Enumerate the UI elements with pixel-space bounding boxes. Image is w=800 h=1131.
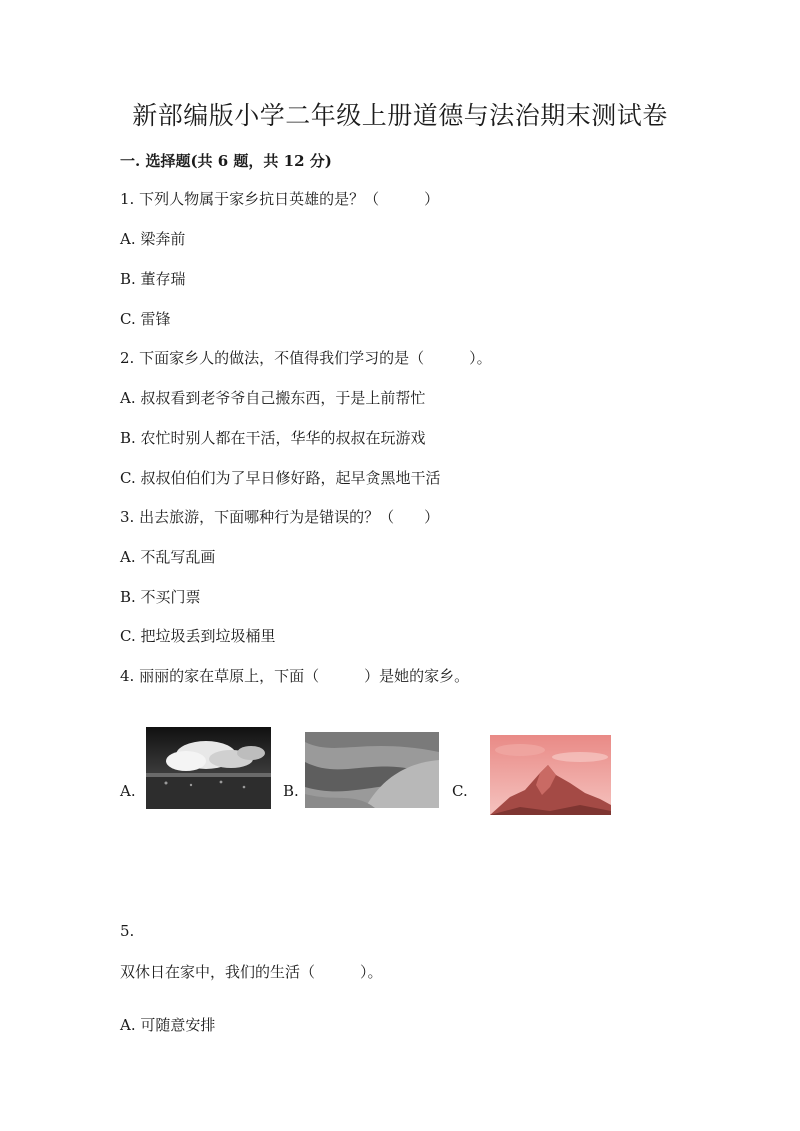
q2-option-a: A. 叔叔看到老爷爷自己搬东西，于是上前帮忙: [120, 389, 426, 407]
q1-option-c: C. 雷锋: [120, 310, 171, 328]
question-1: 1. 下列人物属于家乡抗日英雄的是？（ ）: [120, 190, 440, 208]
page-title: 新部编版小学二年级上册道德与法治期末测试卷: [132, 101, 668, 130]
q5-option-a: A. 可随意安排: [120, 1016, 216, 1034]
q3-option-b: B. 不买门票: [120, 588, 201, 606]
question-5-number: 5.: [120, 922, 135, 940]
q4-image-label-b: B.: [283, 782, 299, 800]
question-3: 3. 出去旅游，下面哪种行为是错误的？（ ）: [120, 508, 440, 526]
q2-option-b: B. 农忙时别人都在干活，华华的叔叔在玩游戏: [120, 429, 426, 447]
question-2: 2. 下面家乡人的做法，不值得我们学习的是（ ）。: [120, 349, 492, 367]
question-4: 4. 丽丽的家在草原上，下面（ ）是她的家乡。: [120, 667, 470, 685]
section-heading: 一. 选择题(共 6 题，共 12 分): [120, 152, 332, 170]
question-5: 双休日在家中，我们的生活（ ）。: [120, 963, 383, 981]
q4-image-label-c: C.: [452, 782, 468, 800]
q1-option-a: A. 梁奔前: [120, 230, 186, 248]
grassland-photo: [146, 727, 271, 809]
mountain-photo: [490, 735, 611, 815]
q3-option-c: C. 把垃圾丢到垃圾桶里: [120, 627, 276, 645]
q1-option-b: B. 董存瑞: [120, 270, 186, 288]
q2-option-c: C. 叔叔伯伯们为了早日修好路，起早贪黑地干活: [120, 469, 441, 487]
q3-option-a: A. 不乱写乱画: [120, 548, 216, 566]
q4-image-label-a: A.: [120, 782, 136, 800]
desert-photo: [305, 732, 439, 808]
